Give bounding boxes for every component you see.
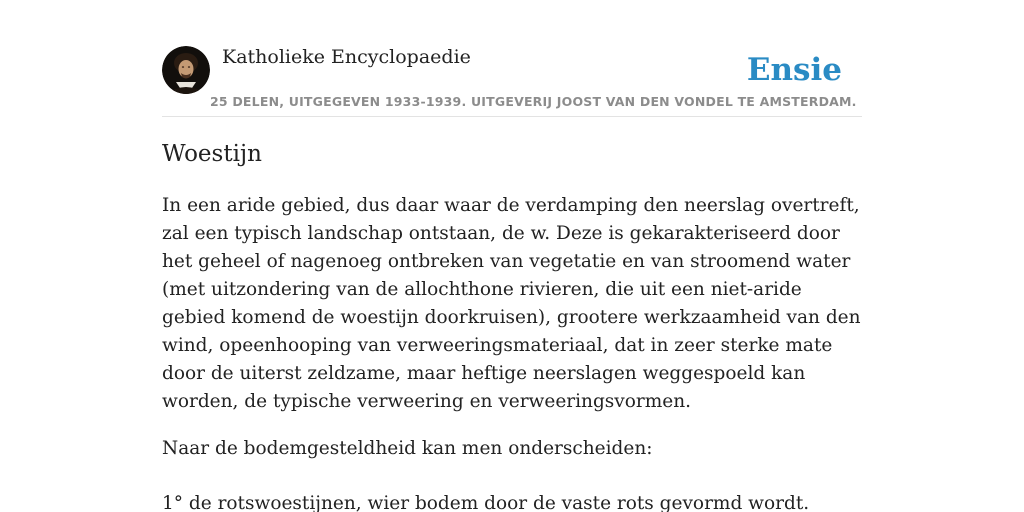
ensie-logo-link[interactable]: Ensie [746, 52, 842, 88]
portrait-icon [162, 46, 210, 94]
article-paragraph: In een aride gebied, dus daar waar de verdamping den neerslag overtreft, zal een typisch landschap ontstaan, de w. Deze is gekarakteriseerd door het geheel of nagenoeg ontbreken van vegetatie en van stroomend water (met uitzondering van de allochthone rivieren, die uit een niet-aride gebied komend de woestijn doorkruisen), grootere werkzaamheid van den wind, opeenhooping van verweeringsmateriaal, dat in zeer sterke mate door de uiterst zeldzame, maar heftige neerslagen weggespoeld kan worden, de typische verweering en verweeringsvormen. [162, 195, 861, 412]
article-title: Woestijn [162, 141, 262, 167]
article-paragraph: 1° de rotswoestijnen, wier bodem door de vaste rots gevormd wordt. [162, 493, 810, 512]
article-body [162, 138, 862, 512]
site-header [162, 44, 862, 117]
author-avatar[interactable] [162, 46, 210, 94]
site-title[interactable]: Katholieke Encyclopaedie [222, 46, 471, 68]
site-subtitle: 25 DELEN, UITGEGEVEN 1933-1939. UITGEVERIJ JOOST VAN DEN VONDEL TE AMSTERDAM. [210, 94, 857, 109]
article-paragraph: Naar de bodemgesteldheid kan men onderscheiden: [162, 438, 653, 459]
